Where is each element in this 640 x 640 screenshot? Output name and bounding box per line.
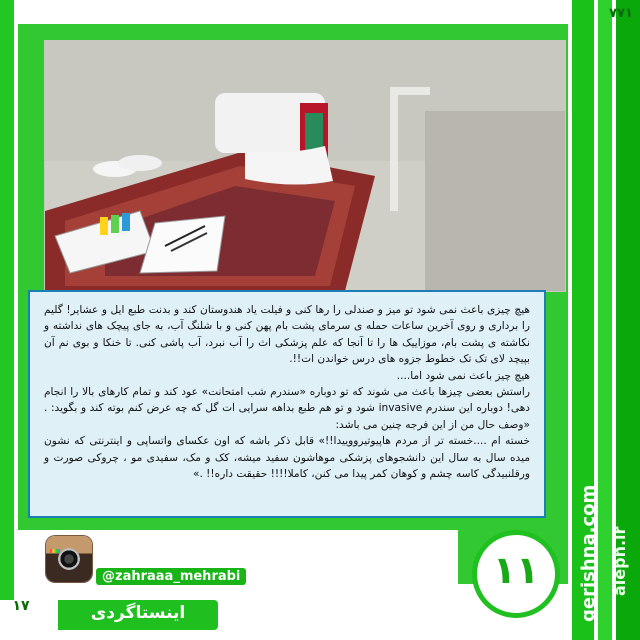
top-margin xyxy=(0,0,640,26)
instagram-handle[interactable]: @zahraaa_mehrabi xyxy=(96,568,246,585)
site-watermark-gerishna: gerishna.com xyxy=(578,484,599,622)
left-green-strip xyxy=(0,0,14,600)
site-watermark-aleph: aleph.ir xyxy=(610,526,629,596)
article-photo xyxy=(44,40,566,292)
article-paragraph-1: هیچ چیزی باعث نمی شود تو میز و صندلی را رها کنی و فیلت یاد هندوستان کند و بدنت طبع ایل و عشایر! گلیم را برداری و روی آخرین ساعات حمله ی سرمای پشت بام پهن کنی و با شلنگ آب، به جای پیچک های نداشته و نکاشته ی پشت بام، موزاییک ها را تا آنجا که علم پزشکی اث را آب نبرد، آب پاشی کنی. تا خنکا و بوی نم آن بپیچد لای تک تک خطوط جزوه های درس خواندن ات!!. xyxy=(44,304,530,366)
instagram-icon-stripe xyxy=(50,549,60,553)
corner-page-number: ۷۷۱ xyxy=(609,6,633,21)
article-paragraph-3: راستش بعضی چیزها باعث می شوند که تو دوباره «سندرم شب امتحانت» عود کند و تمام کارهای بالا را انجام دهی! دوباره این سندرم invasive شود و تو هم طبع بداهه سرایی ات گل که چه عرض کنم بوته کند و بگوید: . «وصف حال من از این فرجه چنین می باشد: xyxy=(44,386,530,431)
instagram-lens-icon xyxy=(58,548,80,570)
article-text-box xyxy=(28,290,546,518)
section-title: اینستاگردی xyxy=(90,603,186,623)
article-body xyxy=(44,302,530,482)
prayer-rug-photo-illustration xyxy=(45,41,565,291)
issue-number: ۱۱ xyxy=(492,548,540,592)
article-paragraph-4: خسته ام ....خسته تر از مردم هاپیوتیرووییدا!!» قابل ذکر باشه که اون عکسای واتساپی و اینترنتی که نشون میده سال به سال این دانشجوهای پزشکی موهاشون سفید میشه، کک و مک، سفیدی مو ، چروکی صورت و ورقلنبیدگی کاسه چشم و کوهان کمر پیدا می کنن، کاملا!!!! حقیقت داره!! .» xyxy=(44,435,530,481)
page-number: ۱۷ xyxy=(12,598,30,614)
article-paragraph-2: هیچ چیز باعث نمی شود اما.... xyxy=(396,369,530,382)
